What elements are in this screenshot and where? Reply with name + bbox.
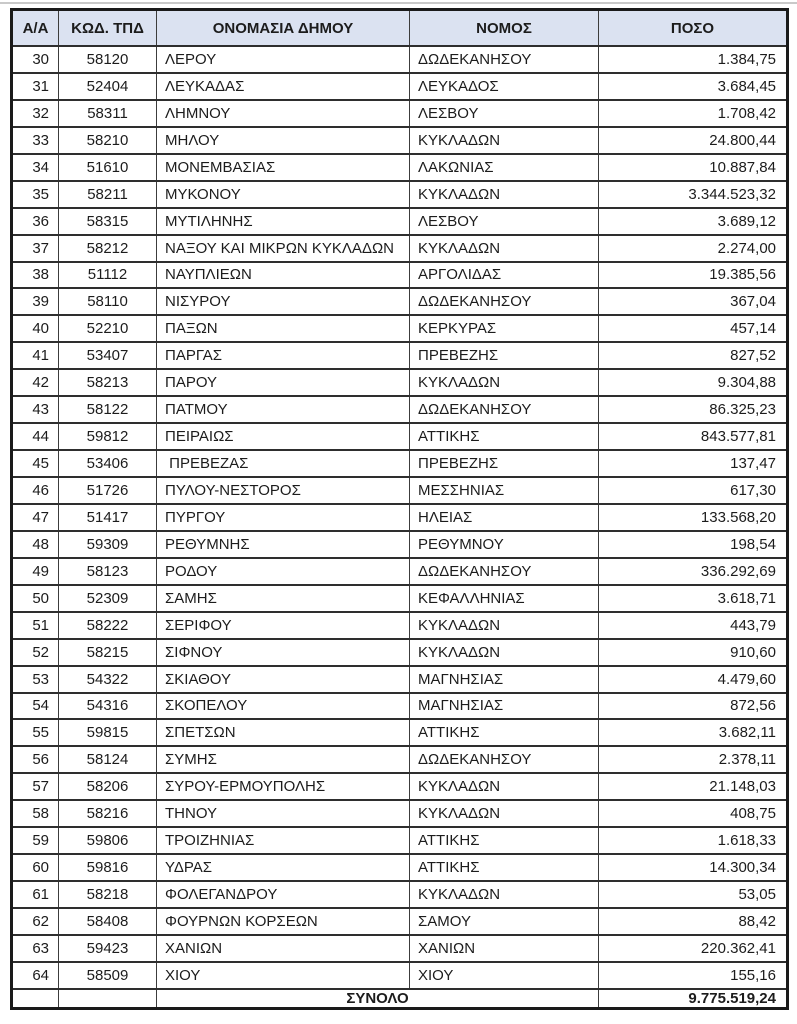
cell-amount: 457,14 [599,315,788,342]
cell-name: ΡΕΘΥΜΝΗΣ [157,531,410,558]
cell-prefecture: ΑΤΤΙΚΗΣ [410,719,599,746]
table-row [12,208,788,235]
cell-aa: 51 [12,612,59,639]
table-row [12,827,788,854]
cell-amount: 827,52 [599,342,788,369]
cell-amount: 843.577,81 [599,423,788,450]
cell-aa: 34 [12,154,59,181]
cell-code: 58408 [59,908,157,935]
cell-code: 54322 [59,666,157,693]
cell-prefecture: ΔΩΔΕΚΑΝΗΣΟΥ [410,396,599,423]
cell-amount: 220.362,41 [599,935,788,962]
page-top-cut-line [0,2,797,4]
municipalities-amounts-table [10,8,789,1010]
table-row [12,854,788,881]
table-row [12,612,788,639]
table-row [12,73,788,100]
cell-code: 59423 [59,935,157,962]
cell-name: ΣΥΜΗΣ [157,746,410,773]
cell-amount: 1.708,42 [599,100,788,127]
cell-code: 58315 [59,208,157,235]
cell-aa: 38 [12,262,59,289]
cell-aa: 30 [12,46,59,73]
cell-prefecture: ΜΑΓΝΗΣΙΑΣ [410,666,599,693]
cell-name: ΣΙΦΝΟΥ [157,639,410,666]
cell-amount: 53,05 [599,881,788,908]
cell-code: 59812 [59,423,157,450]
cell-aa: 42 [12,369,59,396]
cell-code: 51112 [59,262,157,289]
cell-prefecture: ΚΥΚΛΑΔΩΝ [410,181,599,208]
table-row [12,288,788,315]
cell-aa: 45 [12,450,59,477]
cell-prefecture: ΑΤΤΙΚΗΣ [410,423,599,450]
table-row [12,935,788,962]
cell-prefecture: ΔΩΔΕΚΑΝΗΣΟΥ [410,746,599,773]
table-row [12,450,788,477]
cell-prefecture: ΛΑΚΩΝΙΑΣ [410,154,599,181]
cell-amount: 9.304,88 [599,369,788,396]
cell-amount: 19.385,56 [599,262,788,289]
cell-code: 58216 [59,800,157,827]
cell-code: 59815 [59,719,157,746]
cell-name: ΤΡΟΙΖΗΝΙΑΣ [157,827,410,854]
cell-name: ΜΥΚΟΝΟΥ [157,181,410,208]
cell-amount: 21.148,03 [599,773,788,800]
cell-name: ΣΠΕΤΣΩΝ [157,719,410,746]
cell-name: ΛΗΜΝΟΥ [157,100,410,127]
cell-code: 58206 [59,773,157,800]
cell-prefecture: ΔΩΔΕΚΑΝΗΣΟΥ [410,288,599,315]
column-header-amount: ΠΟΣΟ [599,10,788,47]
table-row [12,746,788,773]
cell-name: ΜΥΤΙΛΗΝΗΣ [157,208,410,235]
cell-name: ΦΟΛΕΓΑΝΔΡΟΥ [157,881,410,908]
cell-aa: 47 [12,504,59,531]
table-row [12,962,788,989]
table-row [12,369,788,396]
cell-aa: 39 [12,288,59,315]
cell-aa: 64 [12,962,59,989]
cell-amount: 367,04 [599,288,788,315]
table-row [12,693,788,720]
cell-code: 58222 [59,612,157,639]
cell-amount: 910,60 [599,639,788,666]
table-row [12,396,788,423]
cell-aa: 59 [12,827,59,854]
cell-name: ΠΥΡΓΟΥ [157,504,410,531]
cell-name: ΣΚΟΠΕΛΟΥ [157,693,410,720]
cell-code: 58110 [59,288,157,315]
table-row [12,342,788,369]
cell-amount: 336.292,69 [599,558,788,585]
table-row [12,127,788,154]
cell-code: 59816 [59,854,157,881]
cell-code: 58122 [59,396,157,423]
total-empty-aa-cell [12,989,59,1009]
cell-aa: 41 [12,342,59,369]
table-row [12,504,788,531]
cell-amount: 408,75 [599,800,788,827]
cell-aa: 46 [12,477,59,504]
table-row [12,46,788,73]
table-row [12,181,788,208]
cell-name: ΠΑΞΩΝ [157,315,410,342]
table-row [12,800,788,827]
cell-aa: 53 [12,666,59,693]
table-row [12,100,788,127]
column-header-prefecture: ΝΟΜΟΣ [410,10,599,47]
column-header-aa: Α/Α [12,10,59,47]
cell-prefecture: ΡΕΘΥΜΝΟΥ [410,531,599,558]
table-row [12,531,788,558]
cell-code: 52404 [59,73,157,100]
cell-name: ΣΕΡΙΦΟΥ [157,612,410,639]
table-row [12,154,788,181]
table-row [12,719,788,746]
table-row [12,585,788,612]
cell-prefecture: ΜΕΣΣΗΝΙΑΣ [410,477,599,504]
cell-aa: 55 [12,719,59,746]
cell-code: 58124 [59,746,157,773]
cell-name: ΝΑΞΟΥ ΚΑΙ ΜΙΚΡΩΝ ΚΥΚΛΑΔΩΝ [157,235,410,262]
cell-aa: 48 [12,531,59,558]
cell-amount: 133.568,20 [599,504,788,531]
cell-aa: 31 [12,73,59,100]
table-row [12,477,788,504]
cell-code: 58210 [59,127,157,154]
cell-amount: 617,30 [599,477,788,504]
cell-amount: 10.887,84 [599,154,788,181]
cell-code: 58509 [59,962,157,989]
cell-prefecture: ΚΥΚΛΑΔΩΝ [410,127,599,154]
cell-name: ΡΟΔΟΥ [157,558,410,585]
cell-name: ΧΑΝΙΩΝ [157,935,410,962]
cell-code: 51610 [59,154,157,181]
table-row [12,639,788,666]
cell-prefecture: ΣΑΜΟΥ [410,908,599,935]
cell-aa: 43 [12,396,59,423]
cell-aa: 52 [12,639,59,666]
cell-prefecture: ΚΥΚΛΑΔΩΝ [410,235,599,262]
cell-name: ΥΔΡΑΣ [157,854,410,881]
cell-name: ΣΚΙΑΘΟΥ [157,666,410,693]
table-header [12,10,788,47]
cell-amount: 198,54 [599,531,788,558]
cell-name: ΠΑΤΜΟΥ [157,396,410,423]
cell-name: ΝΙΣΥΡΟΥ [157,288,410,315]
cell-aa: 62 [12,908,59,935]
cell-amount: 3.682,11 [599,719,788,746]
cell-aa: 54 [12,693,59,720]
cell-aa: 49 [12,558,59,585]
cell-code: 58218 [59,881,157,908]
table-row [12,315,788,342]
column-header-code: ΚΩΔ. ΤΠΔ [59,10,157,47]
cell-name: ΠΕΙΡΑΙΩΣ [157,423,410,450]
cell-amount: 443,79 [599,612,788,639]
cell-aa: 61 [12,881,59,908]
cell-prefecture: ΚΥΚΛΑΔΩΝ [410,612,599,639]
cell-prefecture: ΚΥΚΛΑΔΩΝ [410,369,599,396]
cell-aa: 32 [12,100,59,127]
cell-prefecture: ΧΑΝΙΩΝ [410,935,599,962]
cell-name: ΧΙΟΥ [157,962,410,989]
cell-amount: 4.479,60 [599,666,788,693]
cell-amount: 14.300,34 [599,854,788,881]
cell-aa: 35 [12,181,59,208]
cell-prefecture: ΠΡΕΒΕΖΗΣ [410,342,599,369]
cell-name: ΠΑΡΓΑΣ [157,342,410,369]
cell-aa: 50 [12,585,59,612]
cell-name: ΠΡΕΒΕΖΑΣ [157,450,410,477]
total-empty-code-cell [59,989,157,1009]
cell-prefecture: ΔΩΔΕΚΑΝΗΣΟΥ [410,46,599,73]
table-row [12,558,788,585]
table-body [12,46,788,989]
cell-code: 53406 [59,450,157,477]
cell-code: 58311 [59,100,157,127]
cell-code: 58211 [59,181,157,208]
total-amount: 9.775.519,24 [599,989,788,1009]
cell-amount: 2.378,11 [599,746,788,773]
cell-prefecture: ΑΤΤΙΚΗΣ [410,854,599,881]
cell-prefecture: ΚΕΦΑΛΛΗΝΙΑΣ [410,585,599,612]
table-row [12,423,788,450]
cell-name: ΜΗΛΟΥ [157,127,410,154]
cell-aa: 44 [12,423,59,450]
cell-prefecture: ΜΑΓΝΗΣΙΑΣ [410,693,599,720]
table-row [12,908,788,935]
cell-amount: 88,42 [599,908,788,935]
cell-amount: 155,16 [599,962,788,989]
cell-prefecture: ΚΥΚΛΑΔΩΝ [410,881,599,908]
cell-code: 58215 [59,639,157,666]
cell-aa: 57 [12,773,59,800]
table-row [12,881,788,908]
cell-name: ΝΑΥΠΛΙΕΩΝ [157,262,410,289]
cell-amount: 3.684,45 [599,73,788,100]
cell-prefecture: ΚΕΡΚΥΡΑΣ [410,315,599,342]
cell-aa: 40 [12,315,59,342]
cell-code: 58120 [59,46,157,73]
cell-prefecture: ΚΥΚΛΑΔΩΝ [410,639,599,666]
cell-prefecture: ΑΤΤΙΚΗΣ [410,827,599,854]
cell-name: ΠΥΛΟΥ-ΝΕΣΤΟΡΟΣ [157,477,410,504]
cell-name: ΠΑΡΟΥ [157,369,410,396]
cell-amount: 1.618,33 [599,827,788,854]
cell-code: 58212 [59,235,157,262]
cell-amount: 3.344.523,32 [599,181,788,208]
total-row [12,989,788,1009]
cell-code: 51726 [59,477,157,504]
table-header-row [12,10,788,47]
cell-amount: 872,56 [599,693,788,720]
cell-prefecture: ΛΕΣΒΟΥ [410,208,599,235]
cell-code: 54316 [59,693,157,720]
cell-amount: 3.618,71 [599,585,788,612]
cell-name: ΣΑΜΗΣ [157,585,410,612]
cell-name: ΛΕΡΟΥ [157,46,410,73]
cell-code: 53407 [59,342,157,369]
cell-name: ΦΟΥΡΝΩΝ ΚΟΡΣΕΩΝ [157,908,410,935]
cell-prefecture: ΔΩΔΕΚΑΝΗΣΟΥ [410,558,599,585]
cell-code: 59309 [59,531,157,558]
cell-amount: 137,47 [599,450,788,477]
cell-aa: 60 [12,854,59,881]
cell-aa: 37 [12,235,59,262]
cell-code: 58123 [59,558,157,585]
cell-name: ΤΗΝΟΥ [157,800,410,827]
cell-prefecture: ΚΥΚΛΑΔΩΝ [410,773,599,800]
cell-amount: 24.800,44 [599,127,788,154]
cell-prefecture: ΠΡΕΒΕΖΗΣ [410,450,599,477]
cell-code: 52309 [59,585,157,612]
cell-code: 58213 [59,369,157,396]
cell-name: ΜΟΝΕΜΒΑΣΙΑΣ [157,154,410,181]
cell-code: 51417 [59,504,157,531]
cell-name: ΛΕΥΚΑΔΑΣ [157,73,410,100]
cell-prefecture: ΑΡΓΟΛΙΔΑΣ [410,262,599,289]
column-header-name: ΟΝΟΜΑΣΙΑ ΔΗΜΟΥ [157,10,410,47]
table-row [12,773,788,800]
cell-aa: 58 [12,800,59,827]
table-row [12,262,788,289]
cell-name: ΣΥΡΟΥ-ΕΡΜΟΥΠΟΛΗΣ [157,773,410,800]
cell-prefecture: ΧΙΟΥ [410,962,599,989]
cell-aa: 36 [12,208,59,235]
total-label: ΣΥΝΟΛΟ [157,989,599,1009]
cell-aa: 33 [12,127,59,154]
cell-prefecture: ΗΛΕΙΑΣ [410,504,599,531]
cell-amount: 2.274,00 [599,235,788,262]
cell-prefecture: ΛΕΣΒΟΥ [410,100,599,127]
cell-prefecture: ΚΥΚΛΑΔΩΝ [410,800,599,827]
cell-code: 52210 [59,315,157,342]
table-row [12,235,788,262]
table-row [12,666,788,693]
cell-amount: 3.689,12 [599,208,788,235]
cell-aa: 63 [12,935,59,962]
cell-amount: 1.384,75 [599,46,788,73]
cell-aa: 56 [12,746,59,773]
cell-prefecture: ΛΕΥΚΑΔΟΣ [410,73,599,100]
table-footer [12,989,788,1009]
cell-code: 59806 [59,827,157,854]
cell-amount: 86.325,23 [599,396,788,423]
